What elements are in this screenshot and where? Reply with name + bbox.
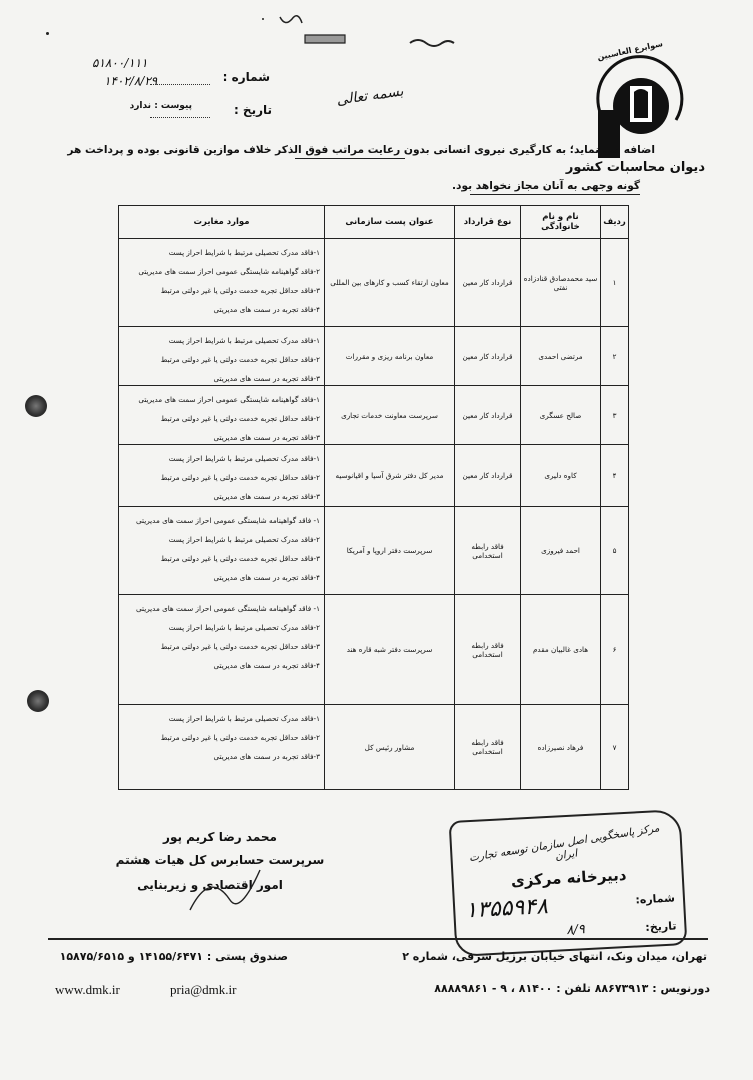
discrepancy-item: ۳-فاقد حداقل تجربه خدمت دولتی یا غیر دولتی مرتبط: [160, 286, 320, 295]
stamp-date-value: ۸/۹: [566, 922, 586, 939]
row-discrepancies: [119, 507, 325, 595]
row-post: سرپرست دفتر شبه قاره هند: [325, 595, 455, 705]
table-row: [119, 327, 629, 386]
row-name: کاوه دلیری: [521, 445, 601, 507]
row-contract: قرارداد کار معین: [455, 445, 521, 507]
row-post: مدیر کل دفتر شرق آسیا و اقیانوسیه: [325, 445, 455, 507]
emblem-logo: [588, 48, 688, 158]
discrepancy-item: ۱-فاقد گواهینامه شایستگی عمومی احراز سمت های مدیریتی: [138, 395, 320, 404]
org-name: دیوان محاسبات کشور: [565, 160, 705, 175]
top-scribbles: [270, 5, 470, 55]
discrepancy-item: ۱- فاقد گواهینامه شایستگی عمومی احراز سمت های مدیریتی: [136, 516, 320, 525]
row-post: سرپرست دفتر اروپا و آمریکا: [325, 507, 455, 595]
footer-pobox: صندوق پستی : ۱۴۱۵۵/۶۴۷۱ و ۱۵۸۷۵/۶۵۱۵: [59, 950, 288, 963]
footer-email[interactable]: pria@dmk.ir: [170, 982, 237, 997]
table-row: [119, 705, 629, 790]
attachment-label: پیوست : ندارد: [129, 101, 192, 111]
footer-fax-phone: دورنویس : ۸۸۶۷۳۹۱۳ تلفن : ۸۱۴۰۰ ، ۹ - ۸۸۸۸۹۸۶۱: [434, 982, 710, 995]
table-header-row: [119, 206, 629, 239]
discrepancy-table: [118, 205, 629, 790]
table-row: [119, 445, 629, 507]
intro-line-2: گونه وجهی به آنان مجاز نخواهد بود.: [452, 180, 640, 192]
stamp-number-label: شماره:: [635, 891, 676, 907]
footer-website[interactable]: www.dmk.ir: [55, 982, 120, 997]
row-contract: قرارداد کار معین: [455, 327, 521, 386]
table-row: [119, 595, 629, 705]
footer-address: تهران، میدان ونک، انتهای خیابان برزیل شرقی، شماره ۲: [402, 950, 707, 963]
discrepancy-item: ۱-فاقد مدرک تحصیلی مرتبط با شرایط احراز پست: [168, 454, 320, 463]
row-post: معاون برنامه ریزی و مقررات: [325, 327, 455, 386]
row-name: احمد فیروزی: [521, 507, 601, 595]
row-contract: فاقد رابطه استخدامی: [455, 705, 521, 790]
row-index: ۲: [601, 327, 629, 386]
discrepancy-item: ۴-فاقد تجربه در سمت های مدیریتی: [213, 661, 320, 670]
bismillah-heading: بسمه تعالی: [335, 83, 405, 109]
discrepancy-item: ۱-فاقد مدرک تحصیلی مرتبط با شرایط احراز پست: [168, 714, 320, 723]
doc-number-value: ۵۱۸۰۰/۱۱۱: [92, 56, 148, 70]
row-post: سرپرست معاونت خدمات تجاری: [325, 386, 455, 445]
row-index: ۴: [601, 445, 629, 507]
discrepancy-item: ۳-فاقد حداقل تجربه خدمت دولتی یا غیر دولتی مرتبط: [160, 642, 320, 651]
discrepancy-item: ۲-فاقد حداقل تجربه خدمت دولتی یا غیر دولتی مرتبط: [160, 414, 320, 423]
discrepancy-item: ۲-فاقد مدرک تحصیلی مرتبط با شرایط احراز پست: [168, 623, 320, 632]
row-name: سید محمدصادق قنادزاده نفتی: [521, 239, 601, 327]
emblem-text: سوابرع العاسبین: [596, 39, 664, 62]
row-name: هادی غالبیان مقدم: [521, 595, 601, 705]
scan-speck: [262, 18, 264, 20]
discrepancy-item: ۲-فاقد گواهینامه شایستگی عمومی احراز سمت های مدیریتی: [138, 267, 320, 276]
row-index: ۷: [601, 705, 629, 790]
table-row: [119, 239, 629, 327]
scan-speck: [46, 32, 49, 35]
signature-name: محمد رضا کریم پور: [163, 830, 277, 844]
signature-title: سرپرست حسابرس کل هیات هشتم: [115, 853, 325, 867]
discrepancy-item: ۳-فاقد حداقل تجربه خدمت دولتی یا غیر دولتی مرتبط: [160, 554, 320, 563]
row-discrepancies: [119, 239, 325, 327]
discrepancy-item: ۴-فاقد تجربه در سمت های مدیریتی: [213, 305, 320, 314]
row-contract: فاقد رابطه استخدامی: [455, 507, 521, 595]
stamp-org: مرکز پاسخگویی اصل سازمان توسعه تجارت ایران: [468, 822, 661, 865]
date-dots: [150, 117, 210, 118]
punch-hole-bottom: [27, 690, 49, 712]
intro-line-1: اضافه می نماید؛ به کارگیری نیروی انسانی بدون رعایت مراتب فوق الذکر خلاف موازین قانونی بوده و پرداخت هر: [67, 144, 655, 156]
discrepancy-item: ۳-فاقد تجربه در سمت های مدیریتی: [213, 752, 320, 761]
row-index: ۶: [601, 595, 629, 705]
row-contract: فاقد رابطه استخدامی: [455, 595, 521, 705]
intro-underline-2: [470, 194, 640, 195]
row-discrepancies: [119, 327, 325, 386]
date-label: تاریخ :: [233, 103, 272, 117]
row-discrepancies: [119, 445, 325, 507]
header-row-index: ردیف: [601, 206, 629, 239]
table-row: [119, 507, 629, 595]
row-name: فرهاد نصیرزاده: [521, 705, 601, 790]
row-index: ۵: [601, 507, 629, 595]
table-row: [119, 386, 629, 445]
punch-hole-top: [25, 395, 47, 417]
row-name: صالح عسگری: [521, 386, 601, 445]
discrepancy-item: ۳-فاقد تجربه در سمت های مدیریتی: [213, 433, 320, 442]
header-discrepancies: موارد مغایرت: [119, 206, 325, 239]
row-index: ۳: [601, 386, 629, 445]
row-post: معاون ارتقاء کسب و کارهای بین المللی: [325, 239, 455, 327]
discrepancy-item: ۲-فاقد حداقل تجربه خدمت دولتی یا غیر دولتی مرتبط: [160, 355, 320, 364]
discrepancy-item: ۲-فاقد حداقل تجربه خدمت دولتی یا غیر دولتی مرتبط: [160, 473, 320, 482]
stamp-date-label: تاریخ:: [645, 919, 677, 935]
number-label: شماره :: [222, 70, 270, 84]
stamp-secretariat: دبیرخانه مرکزی: [510, 865, 627, 890]
signature-scribble: [180, 860, 270, 920]
discrepancy-item: ۲-فاقد مدرک تحصیلی مرتبط با شرایط احراز پست: [168, 535, 320, 544]
discrepancy-item: ۱- فاقد گواهینامه شایستگی عمومی احراز سمت های مدیریتی: [136, 604, 320, 613]
row-post: مشاور رئیس کل: [325, 705, 455, 790]
date-value: ۱۴۰۲/۸/۲۹: [104, 74, 158, 88]
row-discrepancies: [119, 705, 325, 790]
discrepancy-item: ۱-فاقد مدرک تحصیلی مرتبط با شرایط احراز پست: [168, 336, 320, 345]
receipt-stamp: [449, 809, 688, 957]
discrepancy-item: ۲-فاقد حداقل تجربه خدمت دولتی یا غیر دولتی مرتبط: [160, 733, 320, 742]
row-index: ۱: [601, 239, 629, 327]
row-contract: قرارداد کار معین: [455, 239, 521, 327]
header-post: عنوان پست سازمانی: [325, 206, 455, 239]
signature-dept: امور اقتصادی و زیربنایی: [137, 878, 283, 892]
discrepancy-item: ۱-فاقد مدرک تحصیلی مرتبط با شرایط احراز پست: [168, 248, 320, 257]
discrepancy-item: ۳-فاقد تجربه در سمت های مدیریتی: [213, 492, 320, 501]
row-discrepancies: [119, 595, 325, 705]
number-dots: [150, 84, 210, 85]
header-contract: نوع قرارداد: [455, 206, 521, 239]
discrepancy-item: ۳-فاقد تجربه در سمت های مدیریتی: [213, 374, 320, 383]
intro-underline: [295, 158, 405, 159]
row-discrepancies: [119, 386, 325, 445]
row-name: مرتضی احمدی: [521, 327, 601, 386]
header-name: نام و نام خانوادگی: [521, 206, 601, 239]
stamp-number-value: ۱۳۵۵۹۴۸: [464, 894, 549, 924]
row-contract: قرارداد کار معین: [455, 386, 521, 445]
footer-divider: [48, 938, 708, 940]
discrepancy-item: ۴-فاقد تجربه در سمت های مدیریتی: [213, 573, 320, 582]
